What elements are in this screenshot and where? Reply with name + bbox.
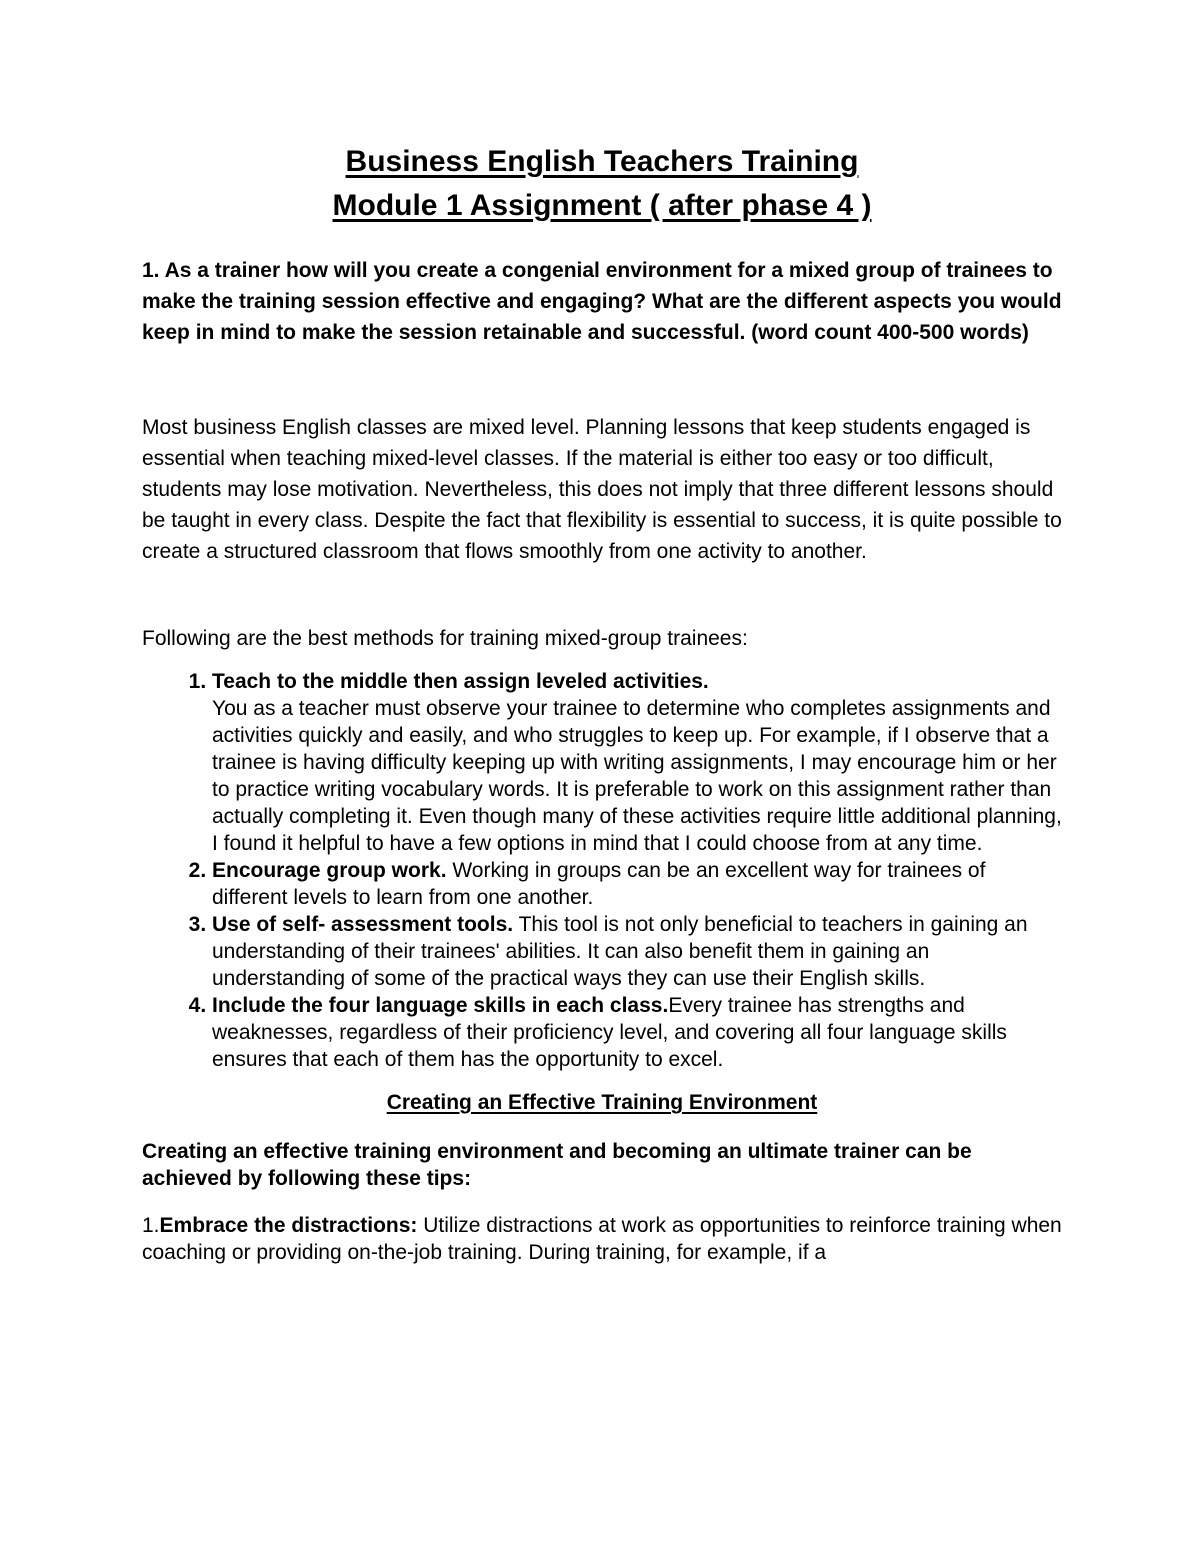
intro-paragraph: Most business English classes are mixed level. Planning lessons that keep students engaged is essential when teaching mixed-level classes. If the material is either too easy or too difficult, students may lose motivation. Nevertheless, this does not imply that three different lessons should be taught in every class. Despite the fact that flexibility is essential to success, it is quite possible to create a structured classroom that flows smoothly from one activity to another. <box>142 416 1062 563</box>
tip-item <box>142 1212 1062 1266</box>
tip-heading: Embrace the distractions: <box>159 1214 418 1237</box>
assignment-question: 1. As a trainer how will you create a congenial environment for a mixed group of trainees to make the training session effective and engaging? What are the different aspects you would keep in mind to make the session retainable and successful. (word count 400-500 words) <box>142 259 1062 344</box>
tip-body: Utilize distractions at work as opportunities to reinforce training when coaching or providing on-the-job training. During training, for example, if a <box>142 1214 1062 1264</box>
method-body: You as a teacher must observe your trainee to determine who completes assignments and activities quickly and easily, and who struggles to keep up. For example, if I observe that a trainee is having difficulty keeping up with writing assignments, I may encourage him or her to practice writing vocabulary words. It is preferable to work on this assignment rather than actually completing it. Even though many of these activities require little additional planning, I found it helpful to have a few options in mind that I could choose from at any time. <box>212 697 1062 855</box>
title-line-1: Business English Teachers Training <box>345 145 859 178</box>
tips-heading: Creating an effective training environment and becoming an ultimate trainer can be achieved by following these tips: <box>142 1140 972 1190</box>
method-item <box>212 911 1062 992</box>
method-body: This tool is not only beneficial to teachers in gaining an understanding of their trainees' abilities. It can also benefit them in gaining an understanding of some of the practical ways they can use their English skills. <box>212 913 1028 990</box>
method-body: Every trainee has strengths and weaknesses, regardless of their proficiency level, and covering all four language skills ensures that each of them has the opportunity to excel. <box>212 994 1007 1071</box>
tip-number: 1. <box>142 1214 160 1237</box>
method-heading: Use of self- assessment tools. <box>212 913 514 936</box>
section-heading: Creating an Effective Training Environment <box>386 1091 818 1114</box>
method-item <box>212 668 1062 857</box>
method-heading: Include the four language skills in each class. <box>212 994 669 1017</box>
title-line-2: Module 1 Assignment ( after phase 4 ) <box>332 189 872 222</box>
method-item <box>212 857 1062 911</box>
method-heading: Teach to the middle then assign leveled activities. <box>212 670 709 693</box>
method-item <box>212 992 1062 1073</box>
document-page <box>142 140 1062 1266</box>
method-heading: Encourage group work. <box>212 859 447 882</box>
method-body: Working in groups can be an excellent way for trainees of different levels to learn from one another. <box>212 859 986 909</box>
methods-intro: Following are the best methods for training mixed-group trainees: <box>142 627 748 650</box>
methods-list <box>142 668 1062 1073</box>
document-title <box>142 140 1062 228</box>
